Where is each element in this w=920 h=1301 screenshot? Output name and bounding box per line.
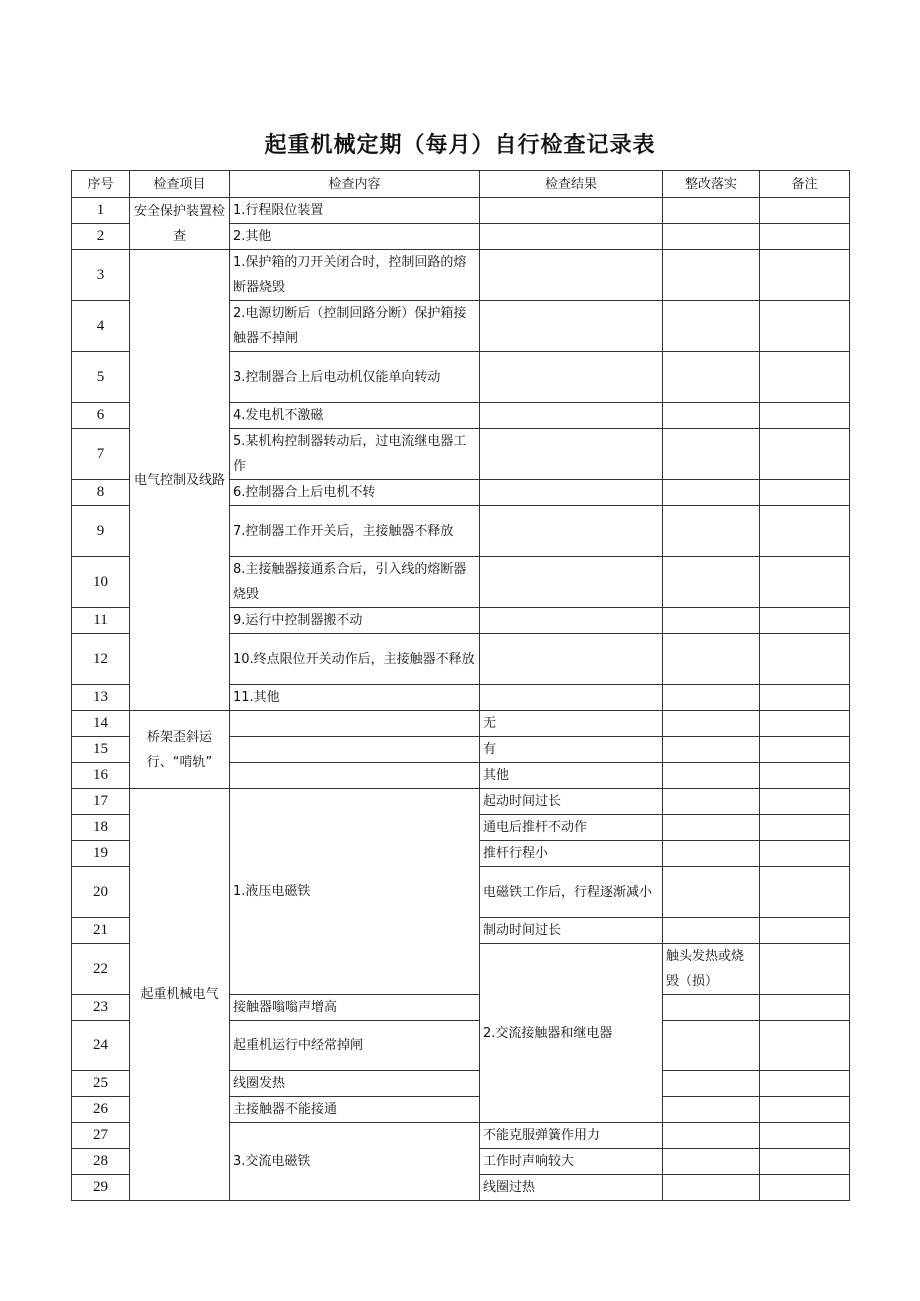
row-result[interactable]: [480, 634, 663, 685]
inspection-table: [71, 170, 850, 1201]
row-rectify[interactable]: [663, 480, 760, 506]
header-content: 检查内容: [230, 171, 480, 198]
subgroup-ac-contactor: 2.交流接触器和继电器: [480, 944, 663, 1123]
row-number: 11: [72, 608, 130, 634]
table-row: [72, 789, 850, 815]
header-item: 检查项目: [130, 171, 230, 198]
row-content: 10.终点限位开关动作后，主接触器不释放: [230, 634, 480, 685]
row-result[interactable]: 线圈发热: [230, 1071, 480, 1097]
row-rectify[interactable]: [663, 198, 760, 224]
row-number: 2: [72, 224, 130, 250]
table-row: [72, 250, 850, 301]
row-result[interactable]: 工作时声响较大: [480, 1149, 663, 1175]
row-remark[interactable]: [760, 250, 850, 301]
row-remark[interactable]: [760, 557, 850, 608]
subgroup-hydraulic-magnet: 1.液压电磁铁: [230, 789, 480, 995]
row-rectify[interactable]: [663, 763, 760, 789]
header-result: 检查结果: [480, 171, 663, 198]
row-content: 5.某机构控制器转动后，过电流继电器工作: [230, 429, 480, 480]
row-rectify[interactable]: [663, 685, 760, 711]
row-remark[interactable]: [760, 995, 850, 1021]
row-number: 3: [72, 250, 130, 301]
row-remark[interactable]: [760, 815, 850, 841]
row-result[interactable]: 推杆行程小: [480, 841, 663, 867]
row-number: 18: [72, 815, 130, 841]
row-content: 2.电源切断后（控制回路分断）保护箱接触器不掉闸: [230, 301, 480, 352]
row-content: 9.运行中控制器搬不动: [230, 608, 480, 634]
row-rectify[interactable]: [663, 711, 760, 737]
row-content: 2.其他: [230, 224, 480, 250]
row-result[interactable]: [480, 480, 663, 506]
row-number: 29: [72, 1175, 130, 1201]
row-rectify[interactable]: [663, 429, 760, 480]
row-rectify[interactable]: [663, 1175, 760, 1201]
row-number: 21: [72, 918, 130, 944]
row-remark[interactable]: [760, 867, 850, 918]
row-content: 8.主接触器接通系合后，引入线的熔断器烧毁: [230, 557, 480, 608]
header-seq: 序号: [72, 171, 130, 198]
row-number: 5: [72, 352, 130, 403]
row-result[interactable]: 不能克服弹簧作用力: [480, 1123, 663, 1149]
row-result[interactable]: [480, 250, 663, 301]
row-content: [230, 737, 480, 763]
row-remark[interactable]: [760, 763, 850, 789]
row-remark[interactable]: [760, 711, 850, 737]
row-remark[interactable]: [760, 1123, 850, 1149]
row-result[interactable]: 线圈过热: [480, 1175, 663, 1201]
row-number: 4: [72, 301, 130, 352]
row-rectify[interactable]: [663, 224, 760, 250]
row-number: 12: [72, 634, 130, 685]
row-number: 8: [72, 480, 130, 506]
row-content: 6.控制器合上后电机不转: [230, 480, 480, 506]
row-rectify[interactable]: [663, 1097, 760, 1123]
row-remark[interactable]: [760, 506, 850, 557]
row-result[interactable]: [480, 301, 663, 352]
row-result[interactable]: 无: [480, 711, 663, 737]
row-result[interactable]: [480, 557, 663, 608]
row-number: 9: [72, 506, 130, 557]
page-title: 起重机械定期（每月）自行检查记录表: [264, 133, 656, 158]
row-result[interactable]: 通电后推杆不动作: [480, 815, 663, 841]
group-bridge-skew: 桥架歪斜运行、“啃轨”: [130, 711, 230, 789]
row-result[interactable]: [480, 352, 663, 403]
header-remark: 备注: [760, 171, 850, 198]
row-remark[interactable]: [760, 198, 850, 224]
group-safety-device: 安全保护装置检查: [130, 198, 230, 250]
row-result[interactable]: [480, 224, 663, 250]
row-content: 1.行程限位装置: [230, 198, 480, 224]
row-number: 24: [72, 1021, 130, 1071]
row-result[interactable]: [480, 685, 663, 711]
row-rectify[interactable]: [663, 557, 760, 608]
row-result[interactable]: 起动时间过长: [480, 789, 663, 815]
row-result[interactable]: [480, 506, 663, 557]
row-remark[interactable]: [760, 480, 850, 506]
row-rectify[interactable]: [663, 995, 760, 1021]
row-rectify[interactable]: [663, 1021, 760, 1071]
row-content: 11.其他: [230, 685, 480, 711]
row-number: 10: [72, 557, 130, 608]
row-remark[interactable]: [760, 841, 850, 867]
row-number: 7: [72, 429, 130, 480]
row-number: 20: [72, 867, 130, 918]
row-content: [230, 711, 480, 737]
row-rectify[interactable]: [663, 867, 760, 918]
row-number: 17: [72, 789, 130, 815]
row-rectify[interactable]: [663, 918, 760, 944]
row-number: 15: [72, 737, 130, 763]
row-rectify[interactable]: [663, 403, 760, 429]
row-content: 1.保护箱的刀开关闭合时，控制回路的熔断器烧毁: [230, 250, 480, 301]
row-rectify[interactable]: [663, 634, 760, 685]
row-result[interactable]: [480, 429, 663, 480]
row-rectify[interactable]: [663, 506, 760, 557]
row-result[interactable]: 起重机运行中经常掉闸: [230, 1021, 480, 1071]
row-result[interactable]: [480, 608, 663, 634]
row-rectify[interactable]: [663, 608, 760, 634]
row-content: 4.发电机不激磁: [230, 403, 480, 429]
group-crane-electrical: 起重机械电气: [130, 789, 230, 1201]
row-result[interactable]: 有: [480, 737, 663, 763]
row-result[interactable]: 主接触器不能接通: [230, 1097, 480, 1123]
subgroup-ac-magnet: 3.交流电磁铁: [230, 1123, 480, 1201]
row-number: 27: [72, 1123, 130, 1149]
row-result[interactable]: 制动时间过长: [480, 918, 663, 944]
row-rectify[interactable]: [663, 1149, 760, 1175]
row-remark[interactable]: [760, 301, 850, 352]
row-remark[interactable]: [760, 224, 850, 250]
row-number: 23: [72, 995, 130, 1021]
row-remark[interactable]: [760, 352, 850, 403]
row-result[interactable]: 触头发热或烧毁（损）: [663, 944, 760, 995]
row-remark[interactable]: [760, 1021, 850, 1071]
row-remark[interactable]: [760, 1097, 850, 1123]
table-row: [72, 711, 850, 737]
row-remark[interactable]: [760, 634, 850, 685]
row-content: 7.控制器工作开关后，主接触器不释放: [230, 506, 480, 557]
row-remark[interactable]: [760, 1071, 850, 1097]
row-rectify[interactable]: [663, 301, 760, 352]
group-electrical-control: 电气控制及线路: [130, 250, 230, 711]
row-number: 26: [72, 1097, 130, 1123]
row-remark[interactable]: [760, 918, 850, 944]
header-row: [72, 171, 850, 198]
row-remark[interactable]: [760, 429, 850, 480]
row-number: 13: [72, 685, 130, 711]
row-rectify[interactable]: [760, 944, 850, 995]
row-rectify[interactable]: [663, 841, 760, 867]
row-number: 1: [72, 198, 130, 224]
header-rectify: 整改落实: [663, 171, 760, 198]
row-rectify[interactable]: [663, 1123, 760, 1149]
row-number: 22: [72, 944, 130, 995]
row-result[interactable]: [480, 198, 663, 224]
row-number: 14: [72, 711, 130, 737]
row-remark[interactable]: [760, 789, 850, 815]
row-number: 28: [72, 1149, 130, 1175]
row-result[interactable]: 电磁铁工作后，行程逐渐减小: [480, 867, 663, 918]
row-content: 3.控制器合上后电动机仅能单向转动: [230, 352, 480, 403]
row-content: [230, 763, 480, 789]
row-number: 19: [72, 841, 130, 867]
row-remark[interactable]: [760, 737, 850, 763]
row-remark[interactable]: [760, 685, 850, 711]
table-row: [72, 198, 850, 224]
row-result[interactable]: 接触器嗡嗡声增高: [230, 995, 480, 1021]
row-rectify[interactable]: [663, 815, 760, 841]
row-number: 25: [72, 1071, 130, 1097]
row-remark[interactable]: [760, 403, 850, 429]
row-number: 16: [72, 763, 130, 789]
row-rectify[interactable]: [663, 250, 760, 301]
row-rectify[interactable]: [663, 352, 760, 403]
row-result[interactable]: 其他: [480, 763, 663, 789]
row-remark[interactable]: [760, 608, 850, 634]
row-rectify[interactable]: [663, 737, 760, 763]
row-rectify[interactable]: [663, 1071, 760, 1097]
row-remark[interactable]: [760, 1149, 850, 1175]
row-result[interactable]: [480, 403, 663, 429]
row-rectify[interactable]: [663, 789, 760, 815]
row-number: 6: [72, 403, 130, 429]
row-remark[interactable]: [760, 1175, 850, 1201]
